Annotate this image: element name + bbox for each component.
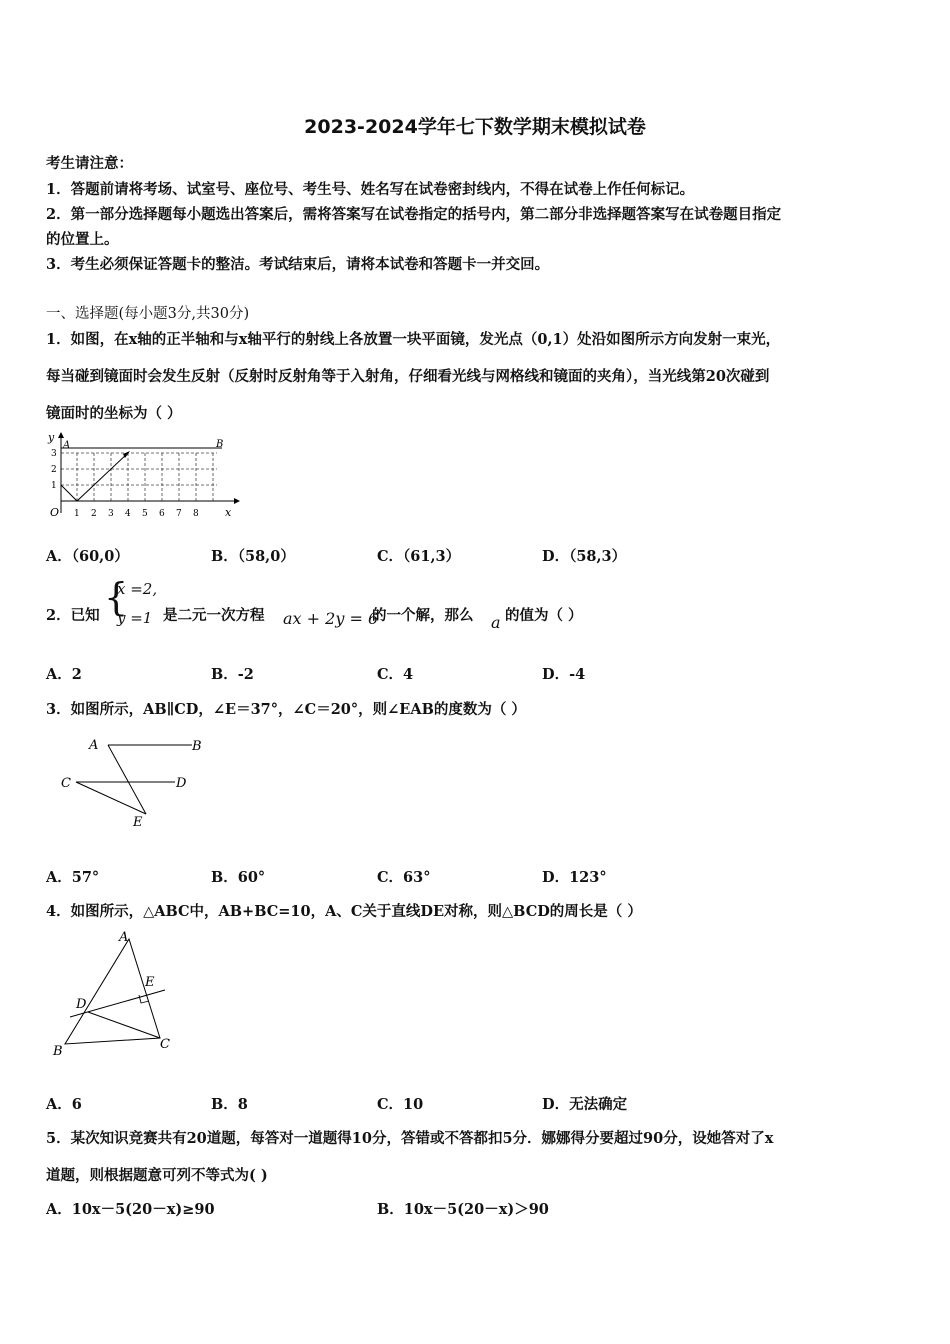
x-tick: 3 [108,509,114,519]
y-tick: 1 [51,481,57,491]
label-a: A [119,930,129,945]
point-a-label: A [63,440,71,451]
system-line-1: x =2, [117,580,158,598]
y-tick: 3 [51,449,57,459]
question-1-line: 1．如图，在x轴的正半轴和与x轴平行的射线上各放置一块平面镜，发光点（0,1）处沿如图所示方向发射一束光， [46,331,781,348]
x-tick: 8 [193,509,199,519]
label-b: B [53,1044,63,1059]
question-4-text: 4．如图所示，△ABC中，AB+BC=10，A、C关于直线DE对称，则△BCD的周长是（ ） [46,903,642,920]
option-c: C．10 [377,1096,424,1113]
question-3-text: 3．如图所示，AB∥CD，∠E＝37°，∠C＝20°，则∠EAB的度数为（ ） [46,701,526,718]
option-a: A．2 [46,666,82,683]
question-4-figure [48,924,188,1064]
page-title: 2023-2024学年七下数学期末模拟试卷 [304,116,646,138]
option-a: A．6 [46,1096,82,1113]
question-2-prefix: 2．已知 [46,607,100,624]
notice-item: 的位置上。 [46,231,119,248]
option-b: B．（58,0） [211,548,295,565]
x-tick: 7 [176,509,182,519]
notice-item: 1．答题前请将考场、试室号、座位号、考生号、姓名写在试卷密封线内，不得在试卷上作任何标记。 [46,181,695,198]
option-c: C．（61,3） [377,548,461,565]
label-b: B [192,739,202,754]
label-c: C [160,1037,170,1052]
question-3-figure [56,734,216,834]
x-tick: 1 [74,509,80,519]
label-e: E [133,815,143,830]
option-d: D．123° [542,869,607,886]
point-b-label: B [216,439,224,450]
label-c: C [61,776,71,791]
question-5-line: 5．某次知识竞赛共有20道题，每答对一道题得10分，答错或不答都扣5分．娜娜得分要超过90分，设她答对了x [46,1130,774,1147]
question-1-line: 每当碰到镜面时会发生反射（反射时反射角等于入射角，仔细看光线与网格线和镜面的夹角），当光线第20次碰到 [46,368,770,385]
question-5-line: 道题，则根据题意可列不等式为( ) [46,1167,268,1184]
section-heading: 一、选择题(每小题3分,共30分) [46,306,250,322]
notice-item: 3．考生必须保证答题卡的整洁。考试结束后，请将本试卷和答题卡一并交回。 [46,256,550,273]
variable-a: a [491,613,501,632]
y-tick: 2 [51,465,57,475]
x-axis-label: x [225,506,232,519]
question-2-suffix: 的值为（ ） [505,607,583,624]
system-line-2: y =1 [117,609,153,627]
question-2-middle: 是二元一次方程 [163,607,265,624]
label-d: D [76,997,87,1012]
question-2-middle2: 的一个解，那么 [372,607,474,624]
option-d: D．-4 [542,666,586,683]
option-a: A．10x－5(20－x)≥90 [46,1201,215,1218]
brace-symbol: { [104,575,129,619]
question-1-line: 镜面时的坐标为（ ） [46,405,182,422]
x-tick: 2 [91,509,97,519]
option-b: B．10x－5(20－x)＞90 [377,1201,549,1218]
x-tick: 6 [159,509,165,519]
label-d: D [176,776,187,791]
option-b: B．8 [211,1096,248,1113]
option-c: C．4 [377,666,414,683]
notice-item: 2．第一部分选择题每小题选出答案后，需将答案写在试卷指定的括号内，第二部分非选择题答案写在试卷题目指定 [46,206,782,223]
notice-heading: 考生请注意： [46,155,133,172]
option-a: A．57° [46,869,100,886]
origin-label: O [50,506,60,519]
y-axis-label: y [48,431,55,444]
option-c: C．63° [377,869,431,886]
equation: ax + 2y = 6 [283,609,379,628]
x-tick: 4 [125,509,131,519]
option-a: A．（60,0） [46,548,129,565]
x-tick: 5 [142,509,148,519]
option-b: B．60° [211,869,266,886]
label-e: E [145,975,155,990]
option-d: D．（58,3） [542,548,627,565]
question-1-figure [42,428,242,523]
label-a: A [89,738,99,753]
option-b: B．-2 [211,666,254,683]
option-d: D．无法确定 [542,1096,628,1113]
